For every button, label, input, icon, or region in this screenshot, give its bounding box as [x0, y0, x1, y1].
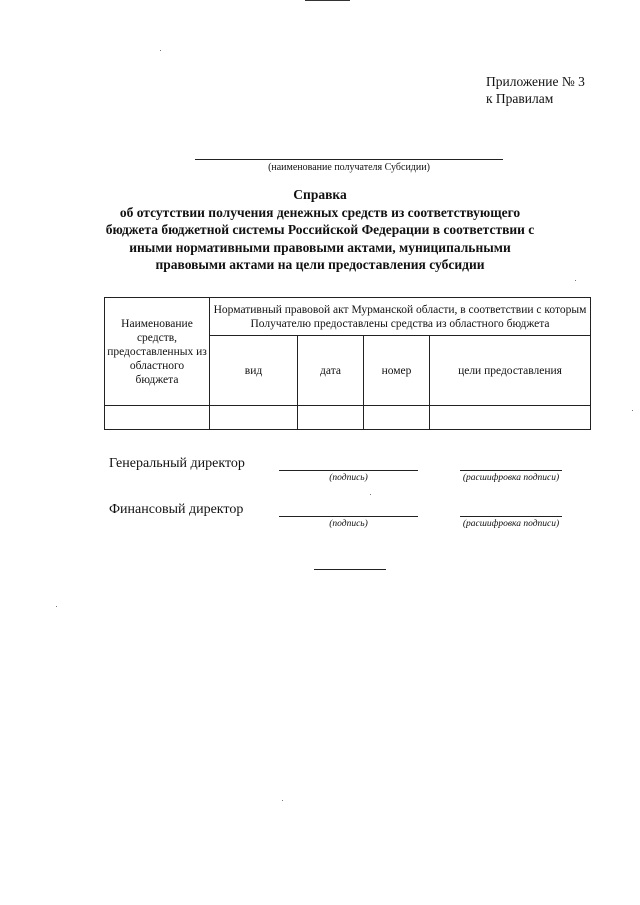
scan-speck [632, 410, 633, 411]
financial-director-signature-caption: (подпись) [329, 519, 368, 529]
general-director-signature-caption: (подпись) [329, 473, 368, 483]
title-line-3: иными нормативными правовыми актами, муниципальными [129, 239, 511, 255]
top-divider [305, 0, 350, 1]
financial-director-decode-caption: (расшифровка подписи) [462, 519, 560, 529]
scan-speck [575, 280, 576, 281]
title-line-1: об отсутствии получения денежных средств из соответствующего [119, 204, 521, 220]
column-purpose-header: цели предоставления [430, 336, 591, 406]
column-number-header: номер [364, 336, 430, 406]
financial-director-signature-line[interactable] [279, 516, 418, 517]
general-director-signature-line[interactable] [279, 470, 418, 471]
general-director-decode-caption: (расшифровка подписи) [462, 473, 560, 483]
legal-act-group-header: Нормативный правовой акт Мурманской области, в соответствии с которым Получателю предоставлены средства из областного бюджета [210, 298, 591, 336]
appendix-number: Приложение № 3 [486, 74, 585, 89]
column-type-header: вид [210, 336, 298, 406]
scan-speck [160, 50, 161, 51]
general-director-label: Генеральный директор [109, 456, 245, 471]
title-line-2: бюджета бюджетной системы Российской Федерации в соответствии с [105, 222, 535, 237]
recipient-name-line [195, 159, 503, 160]
scan-speck [282, 800, 283, 801]
title-line-4: правовыми актами на цели предоставления субсидии [155, 257, 485, 272]
financial-director-label: Финансовый директор [109, 502, 244, 517]
recipient-name-caption: (наименование получателя Субсидии) [268, 162, 430, 173]
scan-speck [56, 606, 57, 607]
general-director-decode-line[interactable] [460, 470, 562, 471]
table-cell-empty[interactable] [105, 406, 210, 430]
table-cell-empty[interactable] [298, 406, 364, 430]
appendix-reference [486, 73, 585, 107]
table-cell-empty[interactable] [430, 406, 591, 430]
scan-speck [370, 494, 371, 495]
table-cell-empty[interactable] [210, 406, 298, 430]
column-date-header: дата [298, 336, 364, 406]
table-cell-empty[interactable] [364, 406, 430, 430]
appendix-rules: к Правилам [486, 91, 554, 106]
document-title [80, 186, 560, 274]
financial-director-decode-line[interactable] [460, 516, 562, 517]
funds-table [104, 297, 591, 430]
title-heading: Справка [293, 187, 347, 202]
funds-name-header: Наименование средств, предоставленных из областного бюджета [105, 298, 210, 406]
table-header-row [105, 298, 591, 336]
table-row [105, 406, 591, 430]
bottom-divider [314, 569, 386, 570]
